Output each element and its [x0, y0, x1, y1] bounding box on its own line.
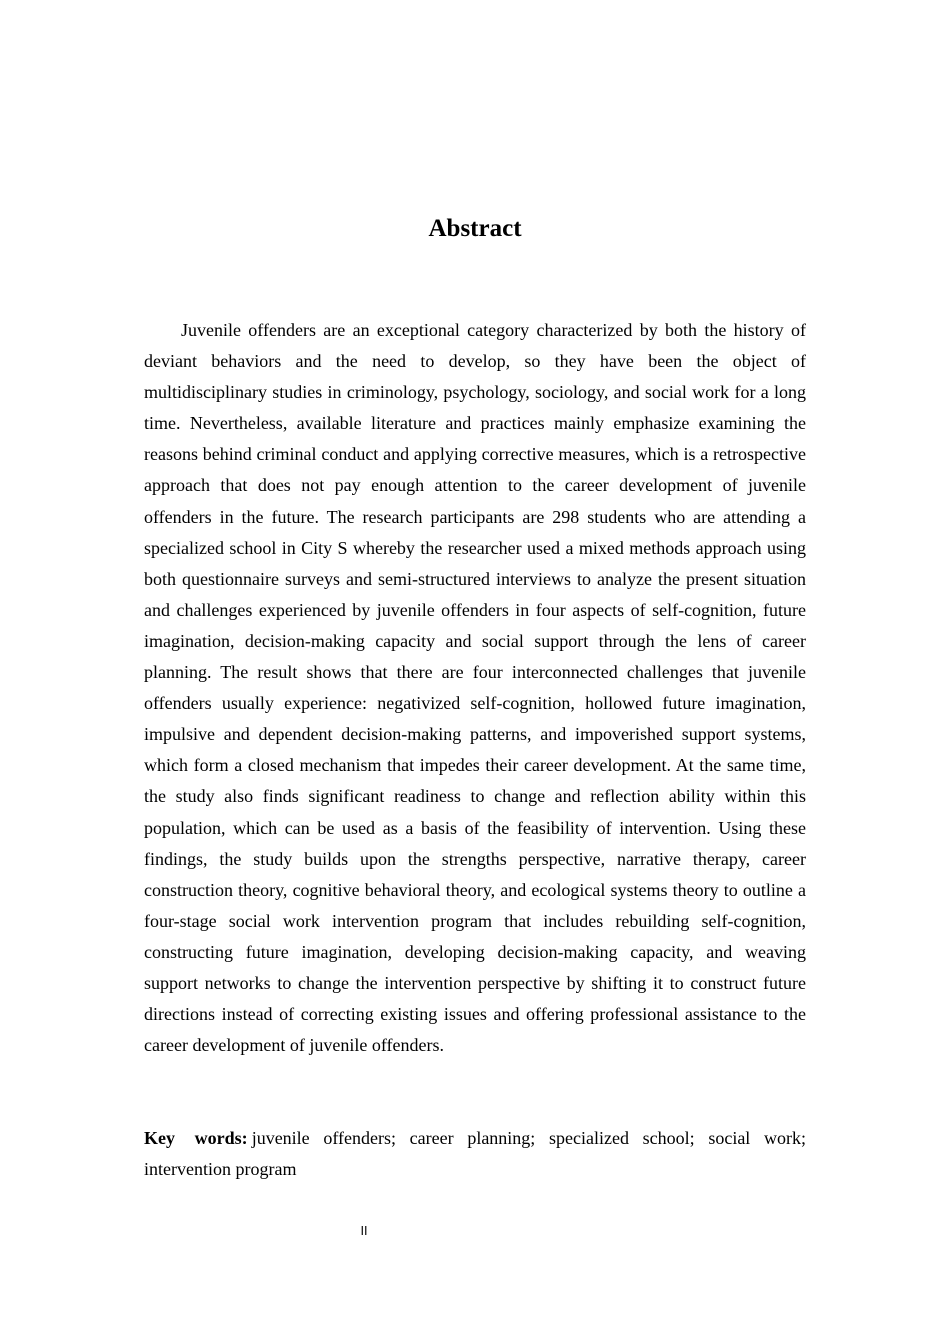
keywords-label: Key words: — [144, 1128, 248, 1148]
abstract-title: Abstract — [428, 215, 522, 242]
page-number: II — [360, 1224, 368, 1238]
abstract-body: Juvenile offenders are an exceptional category characterized by both the history of deviant behaviors and the need to develop, so they have been the object of multidisciplinary studies in criminology, psychology, sociology, and social work for a long time. Nevertheless, available literature and practices mainly emphasize examining the reasons behind criminal conduct and applying corrective measures, which is a retrospective approach that does not pay enough attention to the career development of juvenile offenders in the future. The research participants are 298 students who are attending a specialized school in City S whereby the researcher used a mixed methods approach using both questionnaire surveys and semi-structured interviews to analyze the present situation and challenges experienced by juvenile offenders in four aspects of self-cognition, future imagination, decision-making capacity and social support through the lens of career planning. The result shows that there are four interconnected challenges that juvenile offenders usually experience: negativized self-cognition, hollowed future imagination, impulsive and dependent decision-making patterns, and impoverished support systems, which form a closed mechanism that impedes their career development. At the same time, the study also finds significant readiness to change and reflection ability within this population, which can be used as a basis of the feasibility of intervention. Using these findings, the study builds upon the strengths perspective, narrative therapy, career construction theory, cognitive behavioral theory, and ecological systems theory to outline a four-stage social work intervention program that includes rebuilding self-cognition, constructing future imagination, developing decision-making capacity, and weaving support networks to change the intervention perspective by shifting it to construct future directions instead of correcting existing issues and offering professional assistance to the career development of juvenile offenders. — [144, 320, 806, 1056]
keywords-text: juvenile offenders; career planning; specialized school; social work; intervention program — [144, 1128, 806, 1180]
keywords-paragraph — [144, 1123, 806, 1185]
